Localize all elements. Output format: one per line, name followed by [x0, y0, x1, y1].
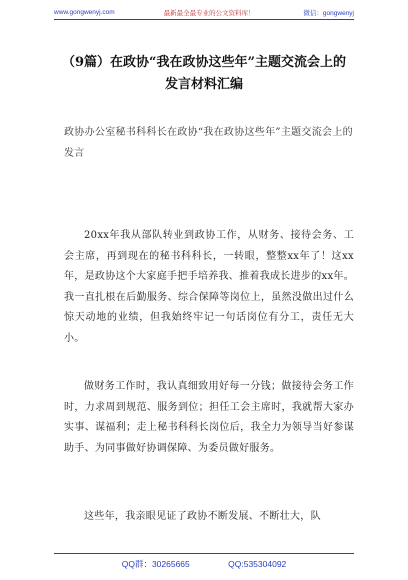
header-divider — [54, 19, 354, 20]
body-paragraph-1: 20xx年我从部队转业到政协工作，从财务、接待会务、工会主席，再到现在的秘书科科长，一转眼，整整xx年了！这xx年，是政协这个大家庭手把手培养我、推着我成长进步的xx年。我一直扎根在后勤服务、综合保障等岗位上，虽然没做出过什么惊天动地的业绩，但我始终牢记一句话岗位有分工，责任无大小。 — [64, 230, 354, 344]
header-site-url[interactable]: www.gongwenyj.com — [54, 9, 115, 16]
page-header — [54, 8, 354, 17]
footer-qq: QQ:535304092 — [228, 559, 287, 569]
title-line-2: 发言材料汇编 — [164, 77, 243, 92]
header-wechat: 微信：gongwenyj — [303, 10, 354, 17]
title-line-1: （9篇）在政协“我在政协这些年”主题交流会上的 — [61, 55, 346, 70]
page-footer — [0, 558, 408, 570]
document-subtitle: 政协办公室秘书科科长在政协“我在政协这些年”主题交流会上的发言 — [64, 127, 353, 159]
header-slogan: 最新最全最专业的公文资料库！ — [163, 10, 255, 17]
body-paragraph-3: 这些年，我亲眼见证了政协不断发展、不断壮大，队 — [84, 511, 321, 522]
document-title — [40, 52, 368, 96]
footer-qq-group: QQ群：30265665 — [121, 559, 190, 569]
body-paragraph-2: 做财务工作时，我认真细致用好每一分钱；做接待会务工作时，力求周到规范、服务到位；担任工会主席时，我就帮大家办实事、谋福利；走上秘书科科长岗位后，我全力为领导当好参谋助手、为同事做好协调保障、为委员做好服务。 — [64, 381, 354, 454]
footer-divider — [54, 553, 354, 554]
